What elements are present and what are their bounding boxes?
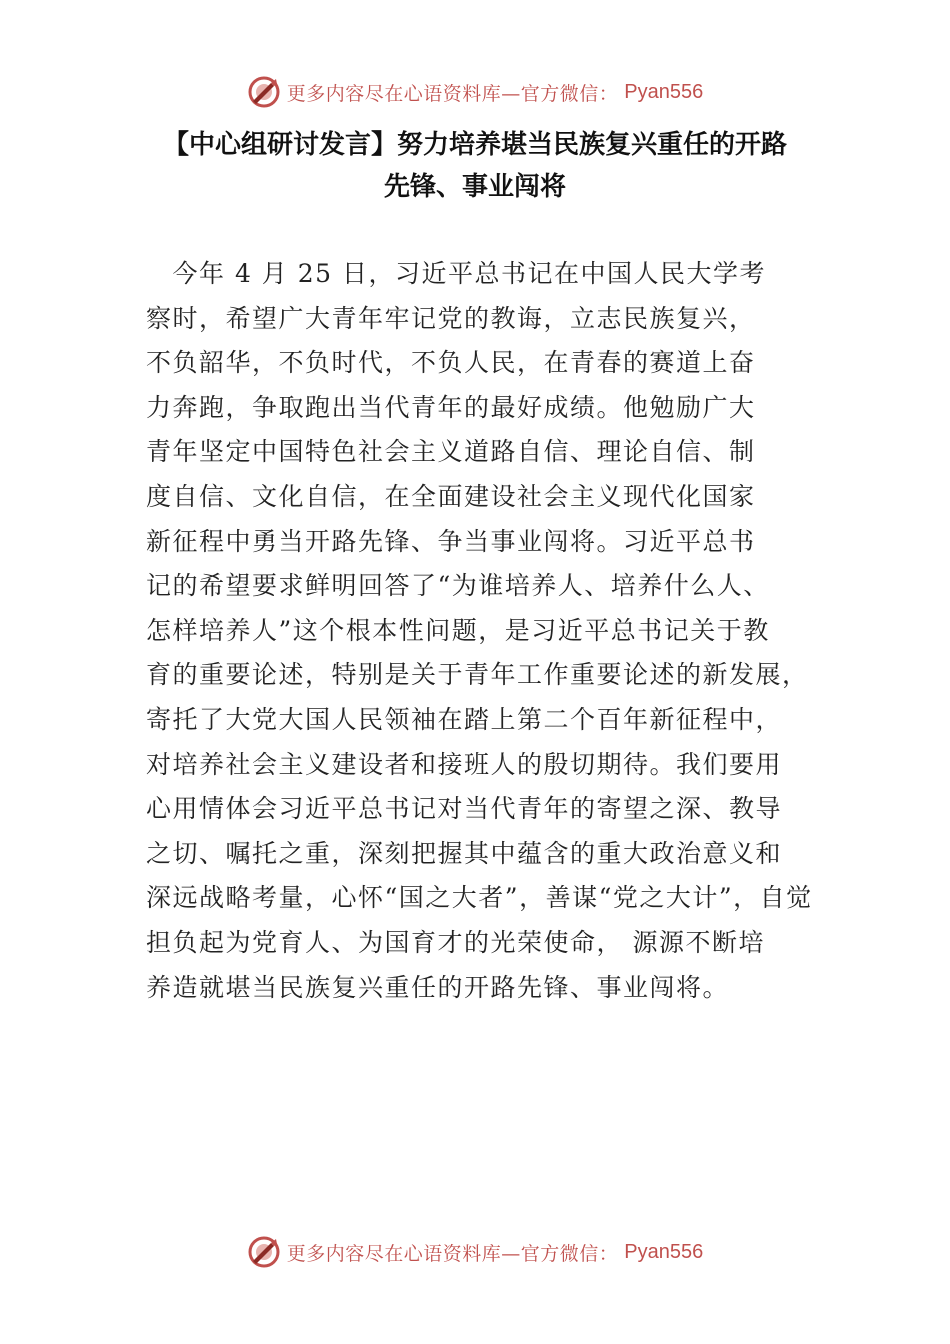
brand-logo-icon (247, 1235, 281, 1269)
body-line: 养造就堪当民族复兴重任的开路先锋、事业闯将。 (146, 972, 730, 1002)
body-line: 心用情体会习近平总书记对当代青年的寄望之深、教导 (146, 794, 783, 824)
title-line-1: 【中心组研讨发言】努力培养堪当民族复兴重任的开路 (162, 130, 787, 160)
footer-banner (0, 1232, 950, 1272)
body-line: 度自信、文化自信，在全面建设社会主义现代化国家 (146, 481, 756, 511)
body-line: 今年 4 月 25 日，习近平总书记在中国人民大学考 (146, 259, 767, 288)
banner-wechat-id: Pyan556 (624, 1240, 704, 1263)
body-line: 深远战略考量，心怀“国之大者”，善谋“党之大计”，自觉 (146, 883, 813, 913)
body-line: 记的希望要求鲜明回答了“为谁培养人、培养什么人、 (146, 571, 770, 601)
body-line: 对培养社会主义建设者和接班人的殷切期待。我们要用 (146, 749, 783, 779)
body-line: 寄托了大党大国人民领袖在踏上第二个百年新征程中， (146, 704, 783, 734)
document-title (100, 124, 850, 208)
body-line: 不负韶华，不负时代，不负人民，在青春的赛道上奋 (146, 348, 756, 378)
header-banner (0, 72, 950, 112)
body-line: 力奔跑，争取跑出当代青年的最好成绩。他勉励广大 (146, 392, 756, 422)
banner-text: 更多内容尽在心语资料库—官方微信： (286, 1242, 619, 1265)
body-line: 担负起为党育人、为国育才的光荣使命， 源源不断培 (146, 927, 765, 957)
body-line: 察时，希望广大青年牢记党的教诲，立志民族复兴， (146, 303, 756, 333)
body-line: 怎样培养人”这个根本性问题，是习近平总书记关于教 (146, 615, 770, 645)
body-line: 新征程中勇当开路先锋、争当事业闯将。习近平总书 (146, 526, 756, 556)
body-paragraph (146, 252, 836, 1010)
banner-text: 更多内容尽在心语资料库—官方微信： (286, 82, 619, 105)
body-line: 之切、嘱托之重，深刻把握其中蕴含的重大政治意义和 (146, 838, 783, 868)
brand-logo-icon (247, 75, 281, 109)
title-line-2: 先锋、事业闯将 (383, 172, 566, 202)
banner-wechat-id: Pyan556 (624, 80, 704, 103)
body-line: 育的重要论述，特别是关于青年工作重要论述的新发展， (146, 660, 809, 690)
body-line: 青年坚定中国特色社会主义道路自信、理论自信、制 (146, 437, 756, 467)
